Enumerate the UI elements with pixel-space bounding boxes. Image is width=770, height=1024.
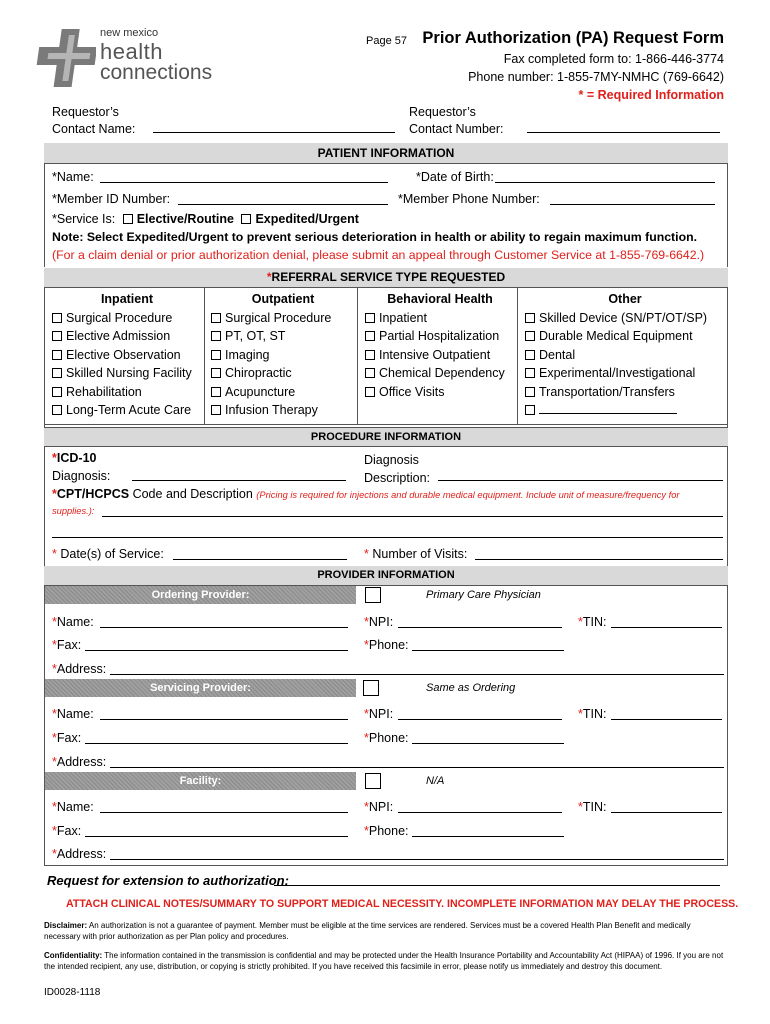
req-mark: *: [364, 615, 369, 629]
facility-address-label: [52, 847, 106, 861]
patient-dob-field[interactable]: [495, 171, 715, 183]
outpatient-title: Outpatient: [251, 292, 315, 306]
requestor-number-label-l1: Requestor’s: [409, 105, 476, 119]
expedited-note: Note: Select Expedited/Urgent to prevent serious deterioration in health or ability to regain maximum function.: [52, 230, 698, 244]
claim-denial-note: (For a claim denial or prior authorization denial, please submit an appeal through Customer Service at 1-855-769-6642.): [52, 248, 705, 262]
facility-phone-field[interactable]: [412, 825, 564, 837]
req-mark: *: [364, 731, 369, 745]
checkbox[interactable]: [211, 331, 221, 341]
same-as-ordering-checkbox[interactable]: [363, 680, 379, 696]
facility-name-field[interactable]: [100, 801, 348, 813]
requestor-number-field[interactable]: [527, 121, 720, 133]
pcp-label: Primary Care Physician: [426, 589, 541, 601]
diagnosis-description-field[interactable]: [438, 469, 723, 481]
ordering-npi-label: [364, 615, 393, 629]
inpatient-option[interactable]: [52, 385, 202, 404]
servicing-fax-field[interactable]: [85, 732, 348, 744]
referral-column-inpatient: [52, 292, 202, 422]
page-number: Page 57: [366, 35, 407, 47]
phone-text: Phone:: [368, 731, 409, 745]
servicing-provider-bar: Servicing Provider:: [45, 679, 356, 697]
diag-desc-l2: Description:: [364, 471, 430, 485]
checkbox[interactable]: [211, 405, 221, 415]
inpatient-option[interactable]: [52, 311, 202, 330]
checkbox[interactable]: [365, 331, 375, 341]
other-option-blank[interactable]: [525, 403, 725, 422]
option-label: PT, OT, ST: [225, 329, 286, 343]
referral-header: [44, 268, 728, 288]
fax-text: Fax:: [56, 731, 82, 745]
checkbox[interactable]: [211, 368, 221, 378]
na-checkbox[interactable]: [365, 773, 381, 789]
logo-text-mid: health: [100, 39, 163, 64]
requestor-name-label-l2: Contact Name:: [52, 122, 136, 136]
address-text: Address:: [56, 847, 107, 861]
option-label: Acupuncture: [225, 384, 296, 399]
fax-text: Fax:: [56, 824, 82, 838]
option-label: Partial Hospitalization: [379, 329, 500, 343]
visits-required-mark: *: [364, 547, 369, 561]
behavioral-option[interactable]: [365, 348, 515, 367]
npi-text: NPI:: [368, 800, 394, 814]
cpt-row: [52, 487, 680, 501]
address-text: Address:: [56, 755, 107, 769]
cpt-required-mark: *: [52, 487, 57, 501]
req-mark: *: [52, 638, 57, 652]
tin-text: TIN:: [582, 800, 607, 814]
name-text: Name:: [56, 707, 94, 721]
visits-label: [364, 547, 467, 561]
inpatient-option[interactable]: [52, 329, 202, 348]
facility-name-label: [52, 800, 94, 814]
name-text: Name:: [56, 615, 94, 629]
checkbox[interactable]: [525, 350, 535, 360]
logo-text-top: new mexico: [100, 27, 159, 39]
elective-label: Elective/Routine: [136, 212, 234, 226]
extension-field[interactable]: [274, 874, 720, 886]
confidentiality-text: The information contained in the transmission is confidential and may be protected under the Health Insurance Portability and Accountability Act (HIPAA) of 1996. If you are not the intended recipient, any use, distribution, or copying is strictly prohibited. If you have received this facsimile in error, please notify us immediately and destroy this document.: [44, 951, 724, 971]
facility-npi-label: [364, 800, 393, 814]
req-mark: *: [52, 662, 57, 676]
ordering-phone-field[interactable]: [412, 639, 564, 651]
servicing-npi-field[interactable]: [398, 708, 562, 720]
req-mark: *: [52, 800, 57, 814]
servicing-address-label: [52, 755, 106, 769]
elective-checkbox[interactable]: [123, 214, 133, 224]
visits-label-text: Number of Visits:: [368, 547, 468, 561]
servicing-phone-field[interactable]: [412, 732, 564, 744]
option-label: Elective Observation: [66, 347, 181, 362]
other-option[interactable]: [525, 329, 725, 348]
servicing-tin-label: [578, 707, 606, 721]
behavioral-option[interactable]: [365, 385, 515, 404]
inpatient-option[interactable]: [52, 366, 202, 385]
diag-desc-l1: Diagnosis: [364, 453, 419, 467]
patient-header: PATIENT INFORMATION: [44, 143, 728, 164]
fax-text: Fax:: [56, 638, 82, 652]
disclaimer: [44, 920, 728, 942]
requestor-number-label-l2: Contact Number:: [409, 122, 504, 136]
facility-tin-label: [578, 800, 606, 814]
referral-divider-2: [357, 288, 358, 425]
referral-column-outpatient: [211, 292, 355, 422]
checkbox[interactable]: [52, 313, 62, 323]
tin-text: TIN:: [582, 615, 607, 629]
procedure-header: PROCEDURE INFORMATION: [44, 427, 728, 447]
outpatient-option[interactable]: [211, 403, 355, 422]
option-label: Surgical Procedure: [66, 310, 173, 325]
checkbox[interactable]: [365, 368, 375, 378]
npi-text: NPI:: [368, 707, 394, 721]
expedited-checkbox[interactable]: [241, 214, 251, 224]
req-mark: *: [52, 847, 57, 861]
attach-notice: ATTACH CLINICAL NOTES/SUMMARY TO SUPPORT MEDICAL NECESSITY. INCOMPLETE INFORMATION MAY DELAY THE PROCESS.: [66, 898, 739, 910]
checkbox[interactable]: [52, 368, 62, 378]
servicing-tin-field[interactable]: [611, 708, 722, 720]
checkbox[interactable]: [525, 331, 535, 341]
ordering-tin-label: [578, 615, 606, 629]
servicing-name-label: [52, 707, 94, 721]
option-label: Rehabilitation: [66, 384, 142, 399]
confidentiality: [44, 950, 728, 972]
same-as-ordering-label: Same as Ordering: [426, 682, 516, 694]
dates-label-text: Date(s) of Service:: [56, 547, 164, 561]
dates-required-mark: *: [52, 547, 57, 561]
icd-label: [52, 451, 96, 465]
other-title: Other: [608, 292, 642, 306]
visits-field[interactable]: [475, 548, 723, 560]
checkbox[interactable]: [365, 350, 375, 360]
req-mark: *: [578, 800, 583, 814]
referral-divider-3: [517, 288, 518, 425]
requestor-name-label-l1: Requestor’s: [52, 105, 119, 119]
na-label: N/A: [426, 775, 445, 787]
req-mark: *: [52, 731, 57, 745]
req-mark: *: [364, 707, 369, 721]
service-is-label: *Service Is:: [52, 212, 116, 226]
servicing-npi-label: [364, 707, 393, 721]
req-mark: *: [578, 615, 583, 629]
diagnosis-description-label: [364, 451, 430, 487]
facility-npi-field[interactable]: [398, 801, 562, 813]
required-legend: * = Required Information: [578, 88, 724, 102]
other-specify-field[interactable]: [539, 404, 677, 414]
icd-label-text: ICD-10: [56, 451, 97, 465]
referral-column-other: [525, 292, 725, 422]
member-id-label: *Member ID Number:: [52, 192, 171, 206]
ordering-fax-field[interactable]: [85, 639, 348, 651]
pcp-checkbox[interactable]: [365, 587, 381, 603]
other-option[interactable]: [525, 348, 725, 367]
checkbox[interactable]: [525, 313, 535, 323]
inpatient-option[interactable]: [52, 403, 202, 422]
checkbox[interactable]: [525, 405, 535, 415]
checkbox[interactable]: [365, 313, 375, 323]
outpatient-option[interactable]: [211, 366, 355, 385]
name-text: Name:: [56, 800, 94, 814]
referral-required-mark: *: [266, 270, 272, 284]
option-label: Long-Term Acute Care: [66, 403, 192, 417]
option-label: Office Visits: [379, 384, 445, 399]
req-mark: *: [364, 824, 369, 838]
option-label: Experimental/Investigational: [539, 366, 696, 380]
other-option[interactable]: [525, 385, 725, 404]
dates-label: [52, 547, 164, 561]
expedited-label: Expedited/Urgent: [255, 212, 359, 226]
service-is-row: [52, 212, 359, 226]
option-label: Chemical Dependency: [379, 366, 505, 380]
fax-line: Fax completed form to: 1-866-446-3774: [503, 52, 724, 66]
req-mark: *: [364, 800, 369, 814]
patient-name-field[interactable]: [100, 171, 388, 183]
req-mark: *: [578, 707, 583, 721]
behavioral-option[interactable]: [365, 311, 515, 330]
req-mark: *: [52, 755, 57, 769]
inpatient-option[interactable]: [52, 348, 202, 367]
tin-text: TIN:: [582, 707, 607, 721]
other-option[interactable]: [525, 311, 725, 330]
option-label: Dental: [539, 347, 576, 362]
behavioral-option[interactable]: [365, 329, 515, 348]
ordering-address-field[interactable]: [110, 663, 724, 675]
cpt-bold-text: CPT/HCPCS: [56, 487, 130, 501]
facility-address-field[interactable]: [110, 848, 724, 860]
servicing-fax-label: [52, 731, 81, 745]
referral-divider-1: [204, 288, 205, 425]
diagnosis-label: Diagnosis:: [52, 469, 111, 483]
ordering-address-label: [52, 662, 106, 676]
facility-fax-field[interactable]: [85, 825, 348, 837]
icd-required-mark: *: [52, 451, 57, 465]
checkbox[interactable]: [52, 350, 62, 360]
ordering-phone-label: [364, 638, 409, 652]
req-mark: *: [52, 824, 57, 838]
diagnosis-code-field[interactable]: [132, 469, 346, 481]
inpatient-title: Inpatient: [100, 292, 154, 306]
facility-fax-label: [52, 824, 81, 838]
servicing-phone-label: [364, 731, 409, 745]
extension-label: Request for extension to authorization:: [47, 873, 289, 888]
phone-text: Phone:: [368, 638, 409, 652]
option-label: Elective Admission: [66, 329, 171, 343]
option-label: Transportation/Transfers: [539, 384, 675, 399]
other-option[interactable]: [525, 366, 725, 385]
req-mark: *: [52, 615, 57, 629]
phone-text: Phone:: [368, 824, 409, 838]
disclaimer-text: An authorization is not a guarantee of payment. Member must be eligible at the time services are rendered. Services must be a covered Health Plan Benefit and medically necessary with prior authorization as per Plan policy and procedures.: [44, 921, 691, 941]
option-label: Skilled Nursing Facility: [66, 366, 192, 380]
option-label: Durable Medical Equipment: [539, 329, 693, 343]
outpatient-option[interactable]: [211, 329, 355, 348]
outpatient-option[interactable]: [211, 385, 355, 404]
requestor-number-label: [409, 104, 503, 138]
checkbox[interactable]: [525, 368, 535, 378]
cpt-field-2[interactable]: [52, 526, 723, 538]
address-text: Address:: [56, 662, 107, 676]
dates-field[interactable]: [173, 548, 347, 560]
checkbox[interactable]: [365, 387, 375, 397]
checkbox[interactable]: [211, 350, 221, 360]
form-title: Prior Authorization (PA) Request Form: [422, 29, 724, 47]
ordering-npi-field[interactable]: [398, 616, 562, 628]
cpt-pricing-note-2: supplies.):: [52, 506, 95, 516]
cpt-label-rest: Code and Description: [129, 487, 257, 501]
patient-name-label: *Name:: [52, 170, 94, 184]
checkbox[interactable]: [52, 405, 62, 415]
facility-tin-field[interactable]: [611, 801, 722, 813]
health-cross-icon: [34, 27, 96, 89]
facility-bar: Facility:: [45, 772, 356, 790]
ordering-name-field[interactable]: [100, 616, 348, 628]
referral-header-text: REFERRAL SERVICE TYPE REQUESTED: [271, 270, 506, 284]
req-mark: *: [364, 638, 369, 652]
facility-phone-label: [364, 824, 409, 838]
patient-name-row: [52, 170, 94, 184]
checkbox[interactable]: [211, 313, 221, 323]
checkbox[interactable]: [211, 387, 221, 397]
option-label: Imaging: [225, 347, 270, 362]
option-label: Surgical Procedure: [225, 310, 332, 325]
checkbox[interactable]: [52, 387, 62, 397]
checkbox[interactable]: [525, 387, 535, 397]
requestor-name-label: [52, 104, 135, 138]
cpt-field-1[interactable]: [102, 505, 723, 517]
member-phone-label: *Member Phone Number:: [398, 192, 540, 206]
form-id: ID0028-1118: [44, 987, 101, 998]
referral-column-behavioral: [365, 292, 515, 403]
ordering-provider-bar: Ordering Provider:: [45, 586, 356, 604]
member-phone-field[interactable]: [550, 193, 715, 205]
servicing-name-field[interactable]: [100, 708, 348, 720]
requestor-name-field[interactable]: [153, 121, 395, 133]
option-label: Infusion Therapy: [225, 403, 318, 417]
provider-header: PROVIDER INFORMATION: [44, 566, 728, 586]
behavioral-option[interactable]: [365, 366, 515, 385]
member-id-field[interactable]: [178, 193, 388, 205]
disclaimer-label: Disclaimer:: [44, 921, 88, 930]
behavioral-title: Behavioral Health: [387, 292, 493, 306]
ordering-name-label: [52, 615, 94, 629]
npi-text: NPI:: [368, 615, 394, 629]
checkbox[interactable]: [52, 331, 62, 341]
phone-line: Phone number: 1-855-7MY-NMHC (769-6642): [468, 70, 724, 84]
option-label: Skilled Device (SN/PT/OT/SP): [539, 310, 708, 325]
option-label: Intensive Outpatient: [379, 347, 491, 362]
option-label: Chiropractic: [225, 366, 292, 380]
patient-dob-label: *Date of Birth:: [416, 170, 494, 184]
cpt-label-bold: [52, 487, 129, 501]
outpatient-option[interactable]: [211, 311, 355, 330]
confidentiality-label: Confidentiality:: [44, 951, 103, 960]
logo-text-bottom: connections: [100, 61, 213, 84]
ordering-tin-field[interactable]: [611, 616, 722, 628]
cpt-pricing-note: (Pricing is required for injections and durable medical equipment. Include unit of measure/frequency for: [256, 490, 680, 500]
outpatient-option[interactable]: [211, 348, 355, 367]
req-mark: *: [52, 707, 57, 721]
servicing-address-field[interactable]: [110, 756, 724, 768]
logo: [34, 27, 224, 85]
option-label: Inpatient: [379, 310, 427, 325]
ordering-fax-label: [52, 638, 81, 652]
